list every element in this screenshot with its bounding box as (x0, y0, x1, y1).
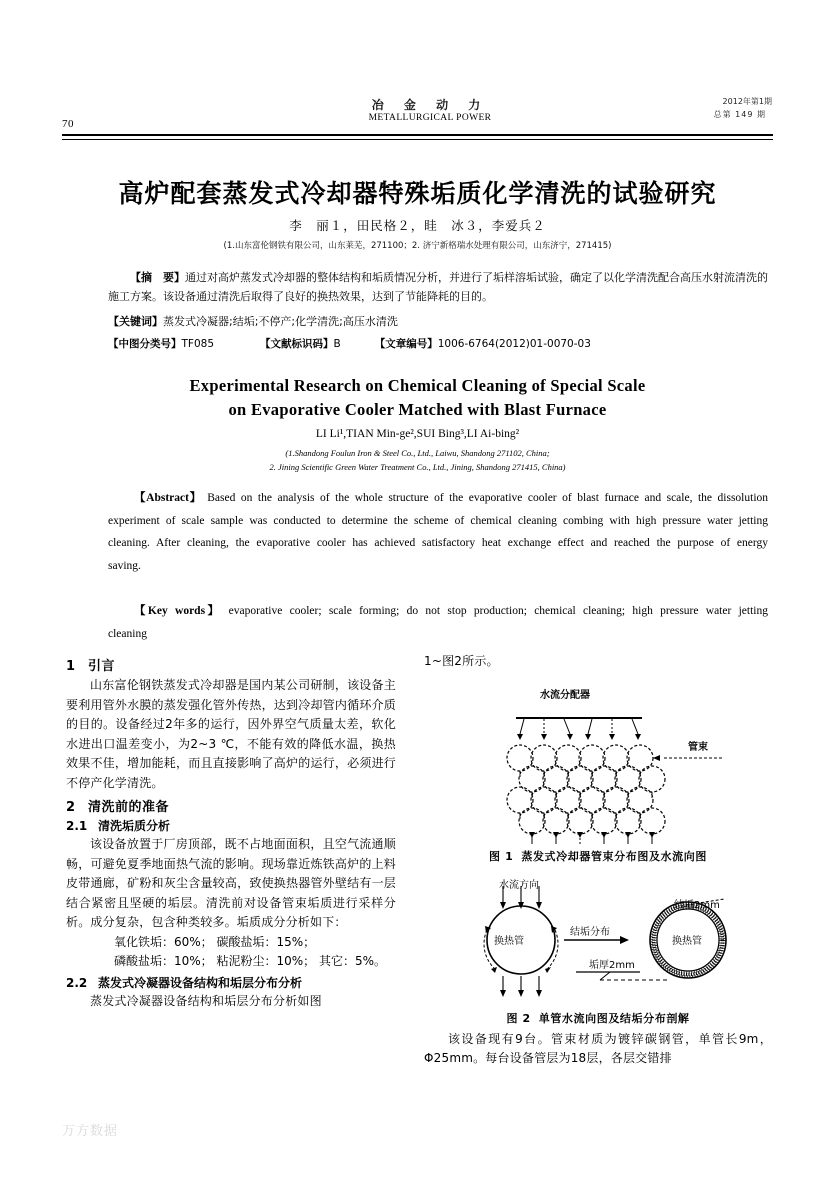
figure-2 (424, 868, 772, 1008)
figure-2-caption (424, 1010, 772, 1026)
section-1-paragraph: 山东富伦钢铁蒸发式冷却器是国内某公司研制，该设备主要利用管外水膜的蒸发强化管外传热，达到冷却管内循环介质的目的。设备经过2年多的运行，因外界空气质量太差，软化水进出口温差变小，为2~3 ℃，不能有效的降低水温，换热效果不佳，增加能耗，而且直接影响了高炉的运行，必须进行不停产化学清洗。 (66, 678, 396, 790)
affiliation-cn: (1.山东富伦钢铁有限公司，山东莱芜，271100；2. 济宁新格瑞水处理有限公司，山东济宁，271415) (223, 241, 612, 251)
journal-title-en: METALLURGICAL POWER (368, 113, 492, 123)
issue-line-1: 2012年第1期 (722, 97, 772, 106)
section-2-1-paragraph: 该设备放置于厂房顶部，既不占地面面积，且空气流通顺畅，可避免夏季地面热气流的影响。现场靠近炼铁高炉的上料皮带通廊，矿粉和灰尘含量较高，致使换热器管外壁结有一层结合紧密且坚硬的垢层。清洗前对设备管束垢质进行采样分析。成分复杂，包含种类较多。垢质成分分析如下： (66, 837, 396, 929)
keywords-en (108, 600, 768, 645)
section-2-2-title: 蒸发式冷凝器设备结构和垢层分布分析 (98, 975, 303, 990)
section-heading-1 (66, 655, 396, 674)
body-column-left (66, 652, 396, 1011)
figure-1-label-distributor: 水流分配器 (540, 689, 590, 701)
figure-2-label-tube-left: 换热管 (494, 935, 524, 947)
classification-line (108, 336, 768, 351)
doc-code-label: 【文献标识码】 (260, 338, 334, 350)
section-2-title: 清洗前的准备 (88, 800, 170, 815)
page-title-cn: 高炉配套蒸发式冷却器特殊垢质化学清洗的试验研究 (118, 179, 717, 208)
running-head (62, 96, 772, 138)
figure-2-label-flow-direction: 水流方向 (499, 879, 539, 891)
affiliation-en-line1: (1.Shandong Foulun Iron & Steel Co., Ltd., Laiwu, Shandong 271102, China; (285, 448, 550, 458)
figure-1-caption (424, 848, 772, 864)
figure-1-caption-text: 蒸发式冷却器管束分布图及水流向图 (521, 849, 707, 863)
section-2-number: 2 (66, 800, 76, 815)
abstract-cn-label: 【摘 要】 (130, 271, 185, 284)
figure-2-label-scale-distribution: 结垢分布 (570, 926, 610, 938)
section-2-2-paragraph: 蒸发式冷凝器设备结构和垢层分布分析如图 (90, 993, 322, 1008)
figure-1-label-tube-bundle: 管束 (688, 741, 708, 753)
affiliation-en (95, 446, 740, 474)
section-1-title: 引言 (88, 659, 116, 674)
affiliation-en-line2: 2. Jining Scientific Green Water Treatment Co., Ltd., Jining, Shandong 271415, China) (269, 462, 566, 472)
figure-2-label-scale-bottom: 垢厚2mm (589, 959, 635, 971)
right-column-lead-text: 1~图2所示。 (424, 654, 499, 668)
abstract-en-label: 【Abstract】 (134, 492, 202, 504)
page-title-en-line1: Experimental Research on Chemical Cleaning of Special Scale (189, 376, 646, 395)
figure-1-number: 图 1 (489, 849, 514, 863)
figure-2-label-tube-right: 换热管 (672, 935, 702, 947)
page-number: 70 (62, 118, 74, 130)
keywords-cn-text: 蒸发式冷凝器;结垢;不停产;化学清洗;高压水清洗 (163, 315, 398, 328)
section-heading-2-2 (66, 974, 396, 991)
section-2-2-number: 2.2 (66, 975, 88, 990)
abstract-cn (108, 268, 768, 306)
journal-title-cn: 冶 金 动 力 (371, 98, 489, 112)
authors-en: LI Li¹,TIAN Min-ge²,SUI Bing³,LI Ai-bing² (315, 428, 520, 440)
scale-composition-line-2: 磷酸盐垢：10%； 粘泥粉尘：10%； 其它：5%。 (114, 954, 387, 968)
figure-1-graphic (424, 678, 772, 846)
section-1-number: 1 (66, 659, 76, 674)
keywords-en-text: evaporative cooler; scale forming; do not stop production; chemical cleaning; high pressure water jetting cleaning (108, 605, 768, 640)
doc-code-value: B (333, 338, 341, 350)
issue-line-2: 总第 149 期 (713, 110, 766, 119)
scale-composition-line-1: 氧化铁垢：60%； 碳酸盐垢：15%； (114, 934, 316, 949)
figure-2-label-scale-top: 结垢2mm (674, 899, 720, 911)
figure-2-caption-text: 单管水流向图及结垢分布剖解 (538, 1011, 690, 1025)
authors-cn: 李 丽１，田民格２，眭 冰３，李爱兵２ (289, 218, 546, 233)
figure-2-number: 图 2 (506, 1011, 531, 1025)
section-2-1-number: 2.1 (66, 819, 88, 833)
section-heading-2 (66, 796, 396, 815)
article-id-value: 1006-6764(2012)01-0070-03 (437, 338, 591, 350)
clc-value: TF085 (181, 338, 214, 350)
abstract-en-text: Based on the analysis of the whole structure of the evaporative cooler of blast furnace and scale, the dissolution experiment of scale sample was conducted to determine the scheme of chemical cleaning combing with high pressure water jetting cleaning. After cleaning, the evaporative cooler has achieved satisfactory heat exchange effect and reached the purpose of energy saving. (108, 492, 769, 572)
page-title-en-line2: on Evaporative Cooler Matched with Blast Furnace (228, 400, 607, 419)
article-id-label: 【文章编号】 (374, 338, 438, 350)
header-rule-thick (62, 134, 773, 136)
figure-2-graphic (424, 868, 772, 1008)
keywords-en-label: 【Key words】 (134, 605, 222, 617)
keywords-cn-label: 【关键词】 (108, 315, 163, 328)
page-title-en (95, 374, 740, 422)
keywords-cn (108, 313, 768, 331)
right-column-paragraph: 该设备现有9台。管束材质为镀锌碳钢管，单管长9m，Φ25mm。每台设备管层为18层，各层交错排 (424, 1031, 772, 1065)
watermark: 万方数据 (62, 1124, 119, 1139)
body-column-right (424, 652, 772, 1069)
header-rule-thin (62, 139, 773, 140)
figure-1 (424, 678, 772, 846)
clc-label: 【中图分类号】 (108, 338, 182, 350)
section-heading-2-1 (66, 817, 396, 834)
section-2-1-title: 清洗垢质分析 (98, 819, 171, 833)
abstract-cn-text: 通过对高炉蒸发式冷却器的整体结构和垢质情况分析，并进行了垢样溶垢试验，确定了以化学清洗配合高压水射流清洗的施工方案。该设备通过清洗后取得了良好的换热效果，达到了节能降耗的目的。 (108, 271, 768, 303)
abstract-en (108, 487, 768, 577)
